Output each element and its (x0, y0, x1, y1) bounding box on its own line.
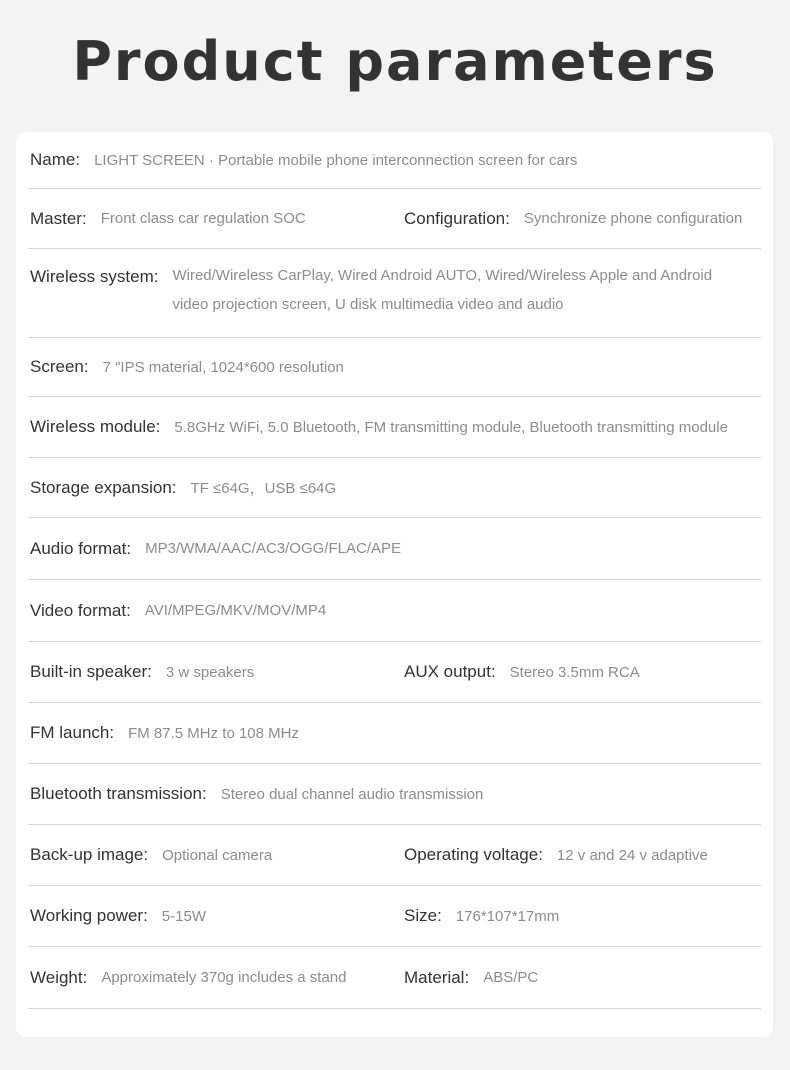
param-value: MP3/WMA/AAC/AC3/OGG/FLAC/APE (145, 540, 401, 557)
param-label: Master: (30, 208, 87, 228)
param-label: Wireless system: (30, 267, 159, 286)
param-row-audio-format (28, 518, 761, 580)
param-label: Name: (30, 150, 81, 169)
param-label: Material: (404, 967, 470, 987)
param-value: ABS/PC (483, 969, 539, 986)
param-label: AUX output: (404, 662, 496, 681)
param-label: Back-up image: (30, 845, 149, 864)
param-value: Wired/Wireless CarPlay, Wired Android AUTO, Wired/Wireless Apple and Android video projection screen, U disk multimedia video and audio (172, 267, 713, 313)
param-label: Wireless module: (30, 417, 161, 436)
param-value: 176*107*17mm (455, 907, 560, 925)
param-row-master (28, 189, 761, 249)
param-label: Screen: (30, 357, 89, 376)
param-label: Working power: (30, 906, 148, 925)
param-value: 7 "IPS material, 1024*600 resolution (102, 358, 344, 376)
param-label: Audio format: (30, 538, 132, 558)
param-row-back-up-image (28, 825, 761, 886)
param-value: LIGHT SCREEN · Portable mobile phone interconnection screen for cars (94, 151, 578, 169)
page-title: Product parameters (72, 30, 718, 93)
param-value: Synchronize phone configuration (523, 210, 743, 227)
param-value: FM 87.5 MHz to 108 MHz (128, 724, 299, 742)
param-label: Configuration: (404, 208, 510, 228)
param-row-weight (28, 947, 761, 1009)
param-value: 5.8GHz WiFi, 5.0 Bluetooth, FM transmitting module, Bluetooth transmitting module (174, 418, 728, 436)
param-value: Stereo dual channel audio transmission (220, 785, 484, 803)
param-value: 3 w speakers (165, 663, 255, 681)
param-label: FM launch: (30, 723, 115, 742)
param-value: TF ≤64G，USB ≤64G (190, 480, 337, 497)
param-value: Front class car regulation SOC (100, 210, 306, 227)
param-row-name (28, 132, 761, 189)
param-label: Storage expansion: (30, 477, 177, 497)
param-label: Video format: (30, 600, 131, 620)
param-value: 5-15W (161, 907, 206, 925)
param-row-wireless-system (28, 249, 761, 338)
param-label: Weight: (30, 967, 88, 987)
param-label: Built-in speaker: (30, 662, 152, 681)
param-value: 12 v and 24 v adaptive (556, 846, 708, 864)
param-value: Approximately 370g includes a stand (101, 969, 347, 986)
param-row-wireless-module (28, 397, 761, 458)
param-row-working-power (28, 886, 761, 947)
param-value: Optional camera (162, 846, 273, 864)
parameters-card (16, 132, 773, 1037)
param-row-video-format (28, 580, 761, 642)
param-value: AVI/MPEG/MKV/MOV/MP4 (144, 602, 327, 619)
param-value: Stereo 3.5mm RCA (509, 663, 640, 681)
param-row-screen (28, 338, 761, 397)
param-label: Operating voltage: (404, 845, 543, 864)
param-label: Size: (404, 906, 442, 925)
parameters-list (28, 132, 761, 1009)
param-row-built-in-speaker (28, 642, 761, 703)
param-label: Bluetooth transmission: (30, 784, 207, 803)
param-row-fm-launch (28, 703, 761, 764)
param-row-storage-expansion (28, 458, 761, 518)
param-row-bluetooth-transmission (28, 764, 761, 825)
